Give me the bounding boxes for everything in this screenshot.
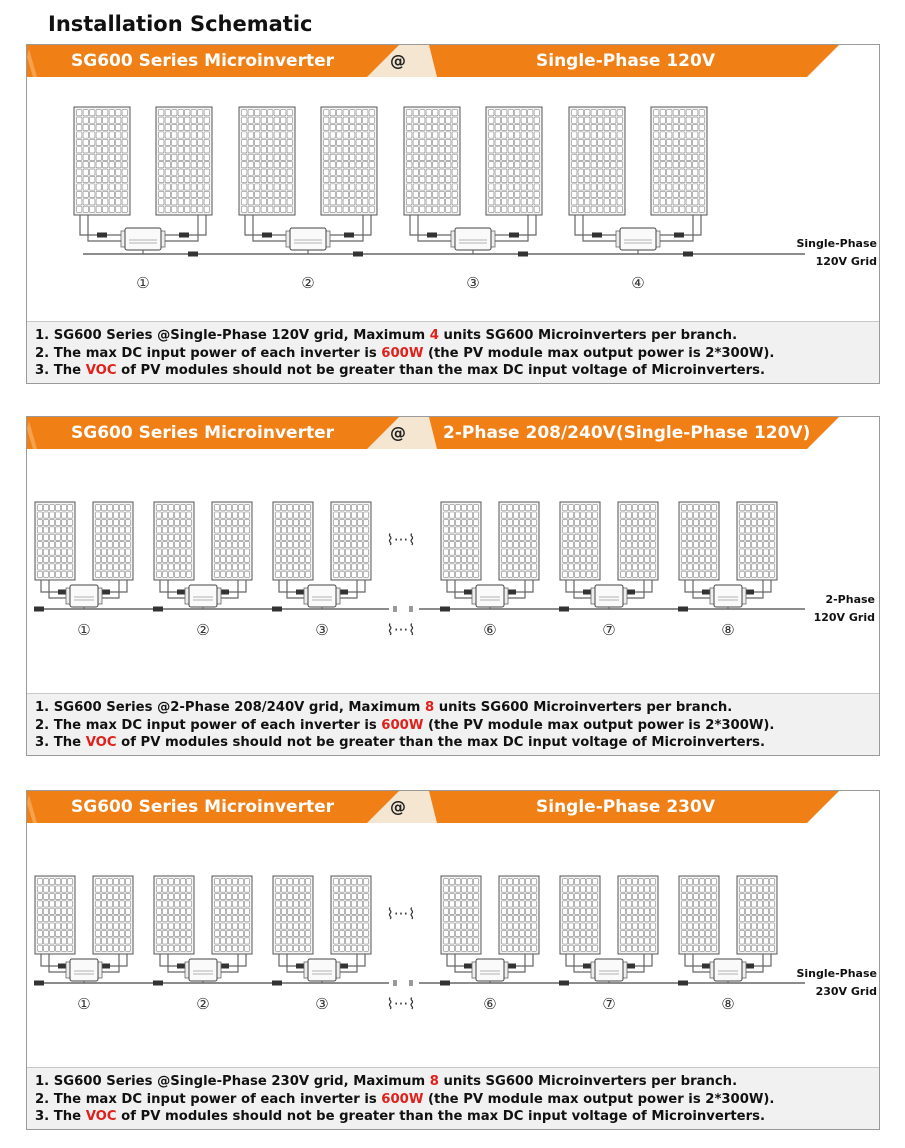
- solar-panel: [560, 876, 600, 954]
- dc-cable: [508, 580, 525, 598]
- header-right-title: Single-Phase 230V: [536, 797, 715, 817]
- solar-panel: [239, 107, 295, 215]
- dc-cable: [693, 954, 710, 972]
- section-header: [27, 417, 879, 449]
- grid-label: [783, 235, 877, 271]
- dc-cable: [660, 215, 701, 235]
- note-highlight: 4: [429, 328, 439, 343]
- header-left-title: SG600 Series Microinverter: [71, 423, 335, 443]
- trunk-break: [409, 606, 413, 612]
- solar-panel: [154, 876, 194, 954]
- unit-number: ⑦: [602, 995, 616, 1013]
- header-left-title: SG600 Series Microinverter: [71, 797, 335, 817]
- solar-panel: [404, 107, 460, 215]
- cable-connector: [34, 981, 44, 986]
- cable-connector: [559, 981, 569, 986]
- dc-cable: [330, 215, 371, 235]
- solar-panel: [212, 876, 252, 954]
- dc-cable: [49, 954, 66, 972]
- cable-connector: [272, 607, 282, 612]
- microinverter: [66, 585, 102, 607]
- cable-connector: [678, 607, 688, 612]
- header-at-symbol: @: [390, 423, 406, 442]
- section-header: [27, 45, 879, 77]
- unit-number: ③: [315, 621, 329, 639]
- section-2-phase-208-240v: [26, 416, 880, 756]
- solar-panel: [679, 502, 719, 580]
- gap-ellipsis: ⌇···⌇: [386, 531, 416, 549]
- panel-frame: [239, 107, 295, 215]
- solar-panel: [74, 107, 130, 215]
- wiring-diagram: [27, 449, 879, 693]
- solar-panel: [651, 107, 707, 215]
- microinverter: [710, 959, 746, 981]
- dc-cable: [80, 215, 121, 235]
- dc-cable: [165, 215, 206, 235]
- solar-panel: [35, 876, 75, 954]
- cable-connector: [179, 233, 189, 238]
- grid-label-line1: Single-Phase: [796, 967, 877, 980]
- solar-panel: [737, 876, 777, 954]
- grid-label-line1: Single-Phase: [796, 237, 877, 250]
- trunk-break: [393, 980, 397, 986]
- dc-cable: [508, 954, 525, 972]
- note-line: 3. The VOC of PV modules should not be greater than the max DC input voltage of Microinverters.: [35, 1109, 765, 1124]
- cable-connector: [153, 981, 163, 986]
- grid-label: [783, 965, 877, 1001]
- solar-panel: [35, 502, 75, 580]
- microinverter: [591, 959, 627, 981]
- cable-connector: [440, 981, 450, 986]
- note-highlight: 600W: [381, 345, 424, 361]
- dc-cable: [340, 580, 357, 598]
- trunk-break: [409, 980, 413, 986]
- note-line: 3. The VOC of PV modules should not be greater than the max DC input voltage of Microinverters.: [35, 735, 765, 750]
- solar-panel: [618, 502, 658, 580]
- cable-connector: [518, 252, 528, 257]
- solar-panel: [618, 876, 658, 954]
- panel-frame: [404, 107, 460, 215]
- microinverter: [121, 228, 165, 250]
- solar-panel: [273, 502, 313, 580]
- microinverter: [451, 228, 495, 250]
- section-single-phase-230v: [26, 790, 880, 1130]
- cable-connector: [272, 981, 282, 986]
- solar-panel: [560, 502, 600, 580]
- note-line: 3. The VOC of PV modules should not be greater than the max DC input voltage of Microinverters.: [35, 363, 765, 378]
- wiring-diagram: [27, 823, 879, 1067]
- note-line: 1. SG600 Series @Single-Phase 120V grid, Maximum 4 units SG600 Microinverters per branch.: [35, 328, 738, 343]
- dc-cable: [746, 580, 763, 598]
- cable-connector: [674, 233, 684, 238]
- cable-connector: [262, 233, 272, 238]
- microinverter: [66, 959, 102, 981]
- solar-panel: [212, 502, 252, 580]
- solar-panel: [154, 502, 194, 580]
- grid-label-line2: 120V Grid: [813, 611, 875, 624]
- dc-cable: [575, 215, 616, 235]
- solar-panel: [93, 876, 133, 954]
- solar-panel: [321, 107, 377, 215]
- unit-number: ①: [77, 995, 91, 1013]
- cable-connector: [683, 252, 693, 257]
- dc-cable: [221, 580, 238, 598]
- solar-panel: [499, 502, 539, 580]
- grid-label-line2: 230V Grid: [815, 985, 877, 998]
- dc-cable: [455, 580, 472, 598]
- microinverter: [304, 959, 340, 981]
- dc-cable: [245, 215, 286, 235]
- panel-frame: [74, 107, 130, 215]
- unit-number: ②: [196, 995, 210, 1013]
- unit-number: ①: [136, 274, 150, 292]
- note-line: 1. SG600 Series @Single-Phase 230V grid, Maximum 8 units SG600 Microinverters per branch.: [35, 1074, 738, 1089]
- notes-box: [27, 321, 879, 383]
- dc-cable: [287, 954, 304, 972]
- dc-cable: [340, 954, 357, 972]
- dc-cable: [221, 954, 238, 972]
- microinverter: [304, 585, 340, 607]
- note-highlight: 8: [424, 700, 435, 715]
- wiring-diagram: [27, 77, 879, 321]
- cable-connector: [509, 233, 519, 238]
- dc-cable: [168, 954, 185, 972]
- unit-number: ③: [315, 995, 329, 1013]
- header-right-title: Single-Phase 120V: [536, 51, 715, 71]
- microinverter: [185, 585, 221, 607]
- wiring-diagram-svg: [27, 77, 879, 321]
- wiring-diagram-svg: [27, 823, 879, 1067]
- header-left-title: SG600 Series Microinverter: [71, 51, 335, 71]
- dc-cable: [746, 954, 763, 972]
- panel-frame: [569, 107, 625, 215]
- unit-number: ⑧: [721, 621, 735, 639]
- solar-panel: [679, 876, 719, 954]
- solar-panel: [93, 502, 133, 580]
- panel-frame: [321, 107, 377, 215]
- cable-connector: [188, 252, 198, 257]
- cable-connector: [344, 233, 354, 238]
- dc-cable: [287, 580, 304, 598]
- solar-panel: [441, 502, 481, 580]
- note-highlight: VOC: [85, 363, 117, 378]
- note-line: 2. The max DC input power of each inverter is 600W (the PV module max output power is 2*300W).: [35, 1091, 775, 1107]
- unit-number: ④: [631, 274, 645, 292]
- dc-cable: [410, 215, 451, 235]
- unit-number: ⑧: [721, 995, 735, 1013]
- header-at-symbol: @: [390, 797, 406, 816]
- grid-label-line2: 120V Grid: [815, 255, 877, 268]
- cable-connector: [153, 607, 163, 612]
- microinverter: [185, 959, 221, 981]
- grid-label-line1: 2-Phase: [825, 593, 875, 606]
- note-highlight: 600W: [381, 1091, 424, 1107]
- microinverter: [710, 585, 746, 607]
- solar-panel: [737, 502, 777, 580]
- gap-ellipsis: ⌇···⌇: [386, 995, 416, 1013]
- panel-frame: [651, 107, 707, 215]
- solar-panel: [569, 107, 625, 215]
- dc-cable: [574, 580, 591, 598]
- dc-cable: [49, 580, 66, 598]
- cable-connector: [353, 252, 363, 257]
- solar-panel: [331, 502, 371, 580]
- cable-connector: [427, 233, 437, 238]
- dc-cable: [693, 580, 710, 598]
- section-single-phase-120v: [26, 44, 880, 384]
- note-highlight: VOC: [85, 1109, 117, 1124]
- solar-panel: [156, 107, 212, 215]
- solar-panel: [486, 107, 542, 215]
- microinverter: [472, 585, 508, 607]
- unit-number: ⑦: [602, 621, 616, 639]
- notes-box: [27, 1067, 879, 1129]
- solar-panel: [499, 876, 539, 954]
- unit-number: ⑥: [483, 621, 497, 639]
- dc-cable: [455, 954, 472, 972]
- dc-cable: [627, 954, 644, 972]
- wiring-diagram-svg: [27, 449, 879, 693]
- dc-cable: [102, 954, 119, 972]
- microinverter: [591, 585, 627, 607]
- unit-number: ①: [77, 621, 91, 639]
- note-highlight: VOC: [85, 735, 117, 750]
- dc-cable: [168, 580, 185, 598]
- section-header: [27, 791, 879, 823]
- panel-frame: [156, 107, 212, 215]
- cable-connector: [440, 607, 450, 612]
- grid-label: [783, 591, 875, 627]
- dc-cable: [495, 215, 536, 235]
- trunk-break: [393, 606, 397, 612]
- gap-ellipsis: ⌇···⌇: [386, 905, 416, 923]
- note-line: 2. The max DC input power of each inverter is 600W (the PV module max output power is 2*300W).: [35, 717, 775, 733]
- solar-panel: [441, 876, 481, 954]
- unit-number: ②: [301, 274, 315, 292]
- cable-connector: [678, 981, 688, 986]
- gap-ellipsis: ⌇···⌇: [386, 621, 416, 639]
- cable-connector: [97, 233, 107, 238]
- note-line: 2. The max DC input power of each inverter is 600W (the PV module max output power is 2*300W).: [35, 345, 775, 361]
- dc-cable: [102, 580, 119, 598]
- notes-box: [27, 693, 879, 755]
- note-highlight: 8: [429, 1074, 439, 1089]
- microinverter: [472, 959, 508, 981]
- page-title: Installation Schematic: [48, 12, 313, 36]
- unit-number: ③: [466, 274, 480, 292]
- cable-connector: [559, 607, 569, 612]
- cable-connector: [592, 233, 602, 238]
- solar-panel: [331, 876, 371, 954]
- dc-cable: [574, 954, 591, 972]
- microinverter: [616, 228, 660, 250]
- note-line: 1. SG600 Series @2-Phase 208/240V grid, Maximum 8 units SG600 Microinverters per branch.: [35, 700, 733, 715]
- unit-number: ②: [196, 621, 210, 639]
- header-at-symbol: @: [390, 51, 406, 70]
- note-highlight: 600W: [381, 717, 424, 733]
- solar-panel: [273, 876, 313, 954]
- unit-number: ⑥: [483, 995, 497, 1013]
- panel-frame: [486, 107, 542, 215]
- dc-cable: [627, 580, 644, 598]
- microinverter: [286, 228, 330, 250]
- cable-connector: [34, 607, 44, 612]
- header-right-title: 2-Phase 208/240V(Single-Phase 120V): [443, 423, 811, 443]
